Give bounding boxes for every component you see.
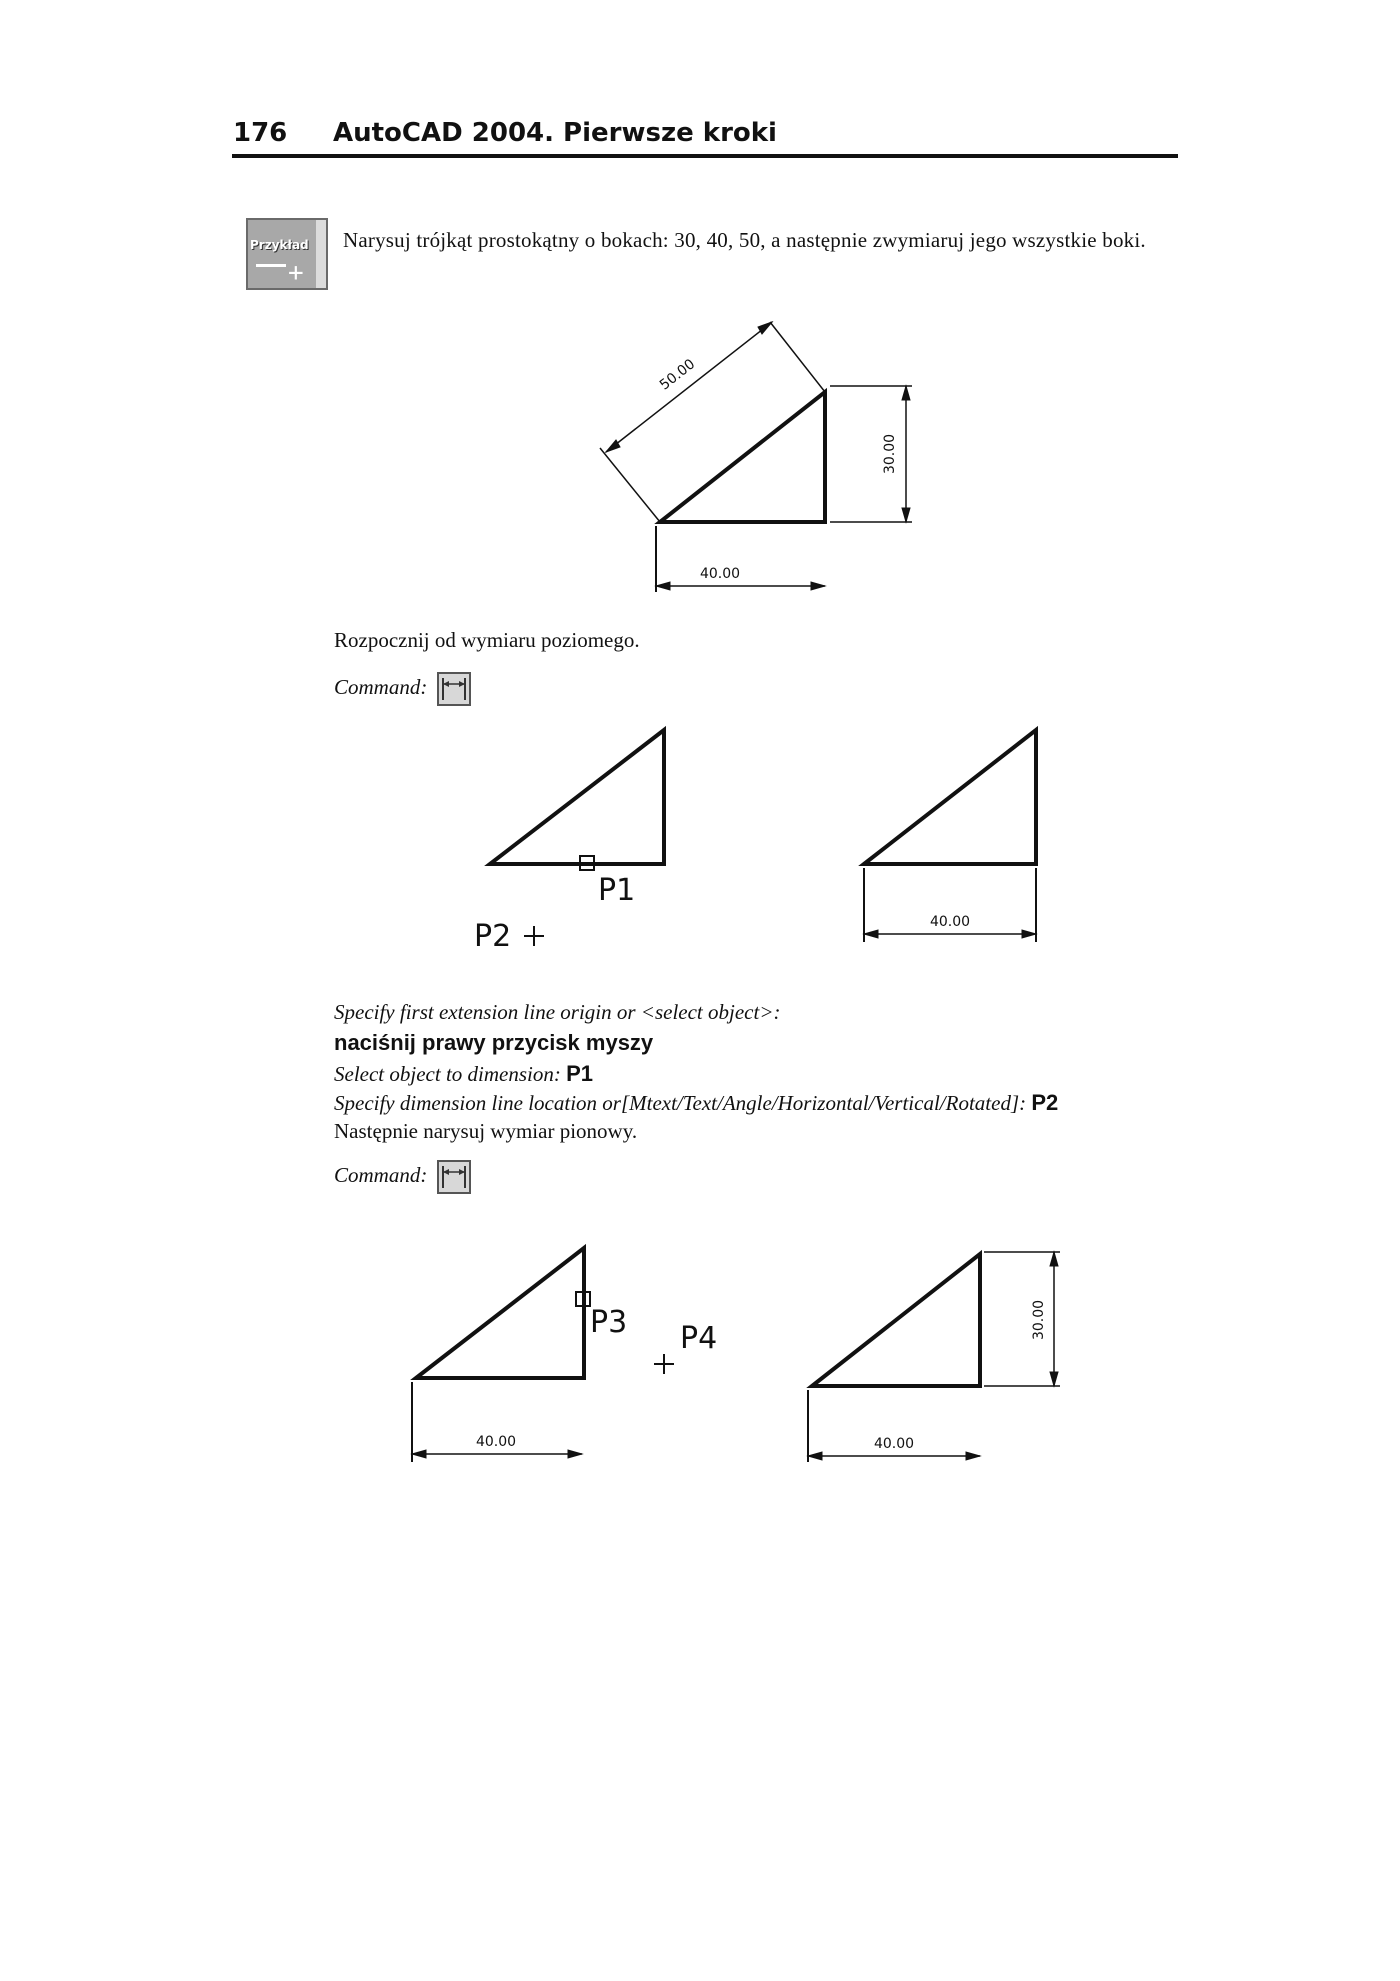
arrowhead xyxy=(656,582,670,590)
action-1: naciśnij prawy przycisk myszy xyxy=(334,1030,654,1055)
dim-text-vertical: 30.00 xyxy=(1031,1299,1047,1341)
prompt-2-line xyxy=(334,1061,593,1087)
prompt-2-value: P1 xyxy=(566,1061,594,1086)
prompt-2: Select object to dimension: xyxy=(334,1062,561,1086)
triangle-2b xyxy=(864,730,1036,864)
ext-line xyxy=(770,322,825,392)
arrowhead xyxy=(1050,1372,1058,1386)
figure-3 xyxy=(400,1230,1080,1470)
para-start: Rozpocznij od wymiaru poziomego. xyxy=(334,628,640,652)
command-line-2 xyxy=(334,1160,471,1194)
ext-line xyxy=(600,448,660,522)
linear-dimension-icon[interactable] xyxy=(437,1160,471,1194)
triangle-1 xyxy=(660,392,825,522)
arrowhead xyxy=(412,1450,426,1458)
arrowhead xyxy=(902,386,910,400)
linear-dimension-icon[interactable] xyxy=(437,672,471,706)
p3-label: P3 xyxy=(590,1305,628,1340)
arrowhead xyxy=(1050,1252,1058,1266)
dim-text-hypotenuse: 50.00 xyxy=(656,356,699,394)
header-rule xyxy=(232,154,1178,158)
arrowhead xyxy=(902,508,910,522)
intro-text: Narysuj trójkąt prostokątny o bokach: 30, 40, 50, a następnie zwymiaruj jego wszystkie boki. xyxy=(343,228,1146,252)
dim-line-aligned xyxy=(606,322,772,452)
figure-1-triangle xyxy=(580,300,940,600)
dim-text-vertical: 30.00 xyxy=(882,433,898,475)
prompt-3: Specify dimension line location or[Mtext/Text/Angle/Horizontal/Vertical/Rotated]: xyxy=(334,1091,1027,1115)
arrowhead xyxy=(568,1450,582,1458)
prompt-3-value: P2 xyxy=(1031,1090,1059,1115)
page-number: 176 xyxy=(233,118,288,148)
example-icon-plus: + xyxy=(288,258,304,288)
prompt-1: Specify first extension line origin or <select object>: xyxy=(334,1000,781,1024)
arrowhead xyxy=(966,1452,980,1460)
triangle-3b xyxy=(812,1254,980,1386)
dim-text: 40.00 xyxy=(873,1436,915,1452)
example-icon-bar xyxy=(316,220,326,288)
figure-2 xyxy=(460,718,1060,958)
example-icon-label: Przykład xyxy=(250,238,309,252)
arrowhead xyxy=(864,930,878,938)
dim-text-horizontal: 40.00 xyxy=(699,566,741,582)
command-label: Command: xyxy=(334,1162,428,1187)
triangle-2a xyxy=(490,730,664,864)
p4-label: P4 xyxy=(680,1321,718,1356)
dim-text: 40.00 xyxy=(929,914,971,930)
p2-label: P2 xyxy=(474,919,512,954)
arrowhead xyxy=(1022,930,1036,938)
book-title: AutoCAD 2004. Pierwsze kroki xyxy=(333,118,777,148)
arrowhead xyxy=(808,1452,822,1460)
para-next: Następnie narysuj wymiar pionowy. xyxy=(334,1119,638,1143)
prompt-3-line xyxy=(334,1090,1058,1116)
arrowhead xyxy=(811,582,825,590)
example-icon xyxy=(246,218,328,290)
dim-text: 40.00 xyxy=(475,1434,517,1450)
triangle-3a xyxy=(416,1248,584,1378)
p1-label: P1 xyxy=(598,873,636,908)
command-line-1 xyxy=(334,672,471,706)
example-icon-arrow xyxy=(256,264,286,267)
command-label: Command: xyxy=(334,674,428,699)
